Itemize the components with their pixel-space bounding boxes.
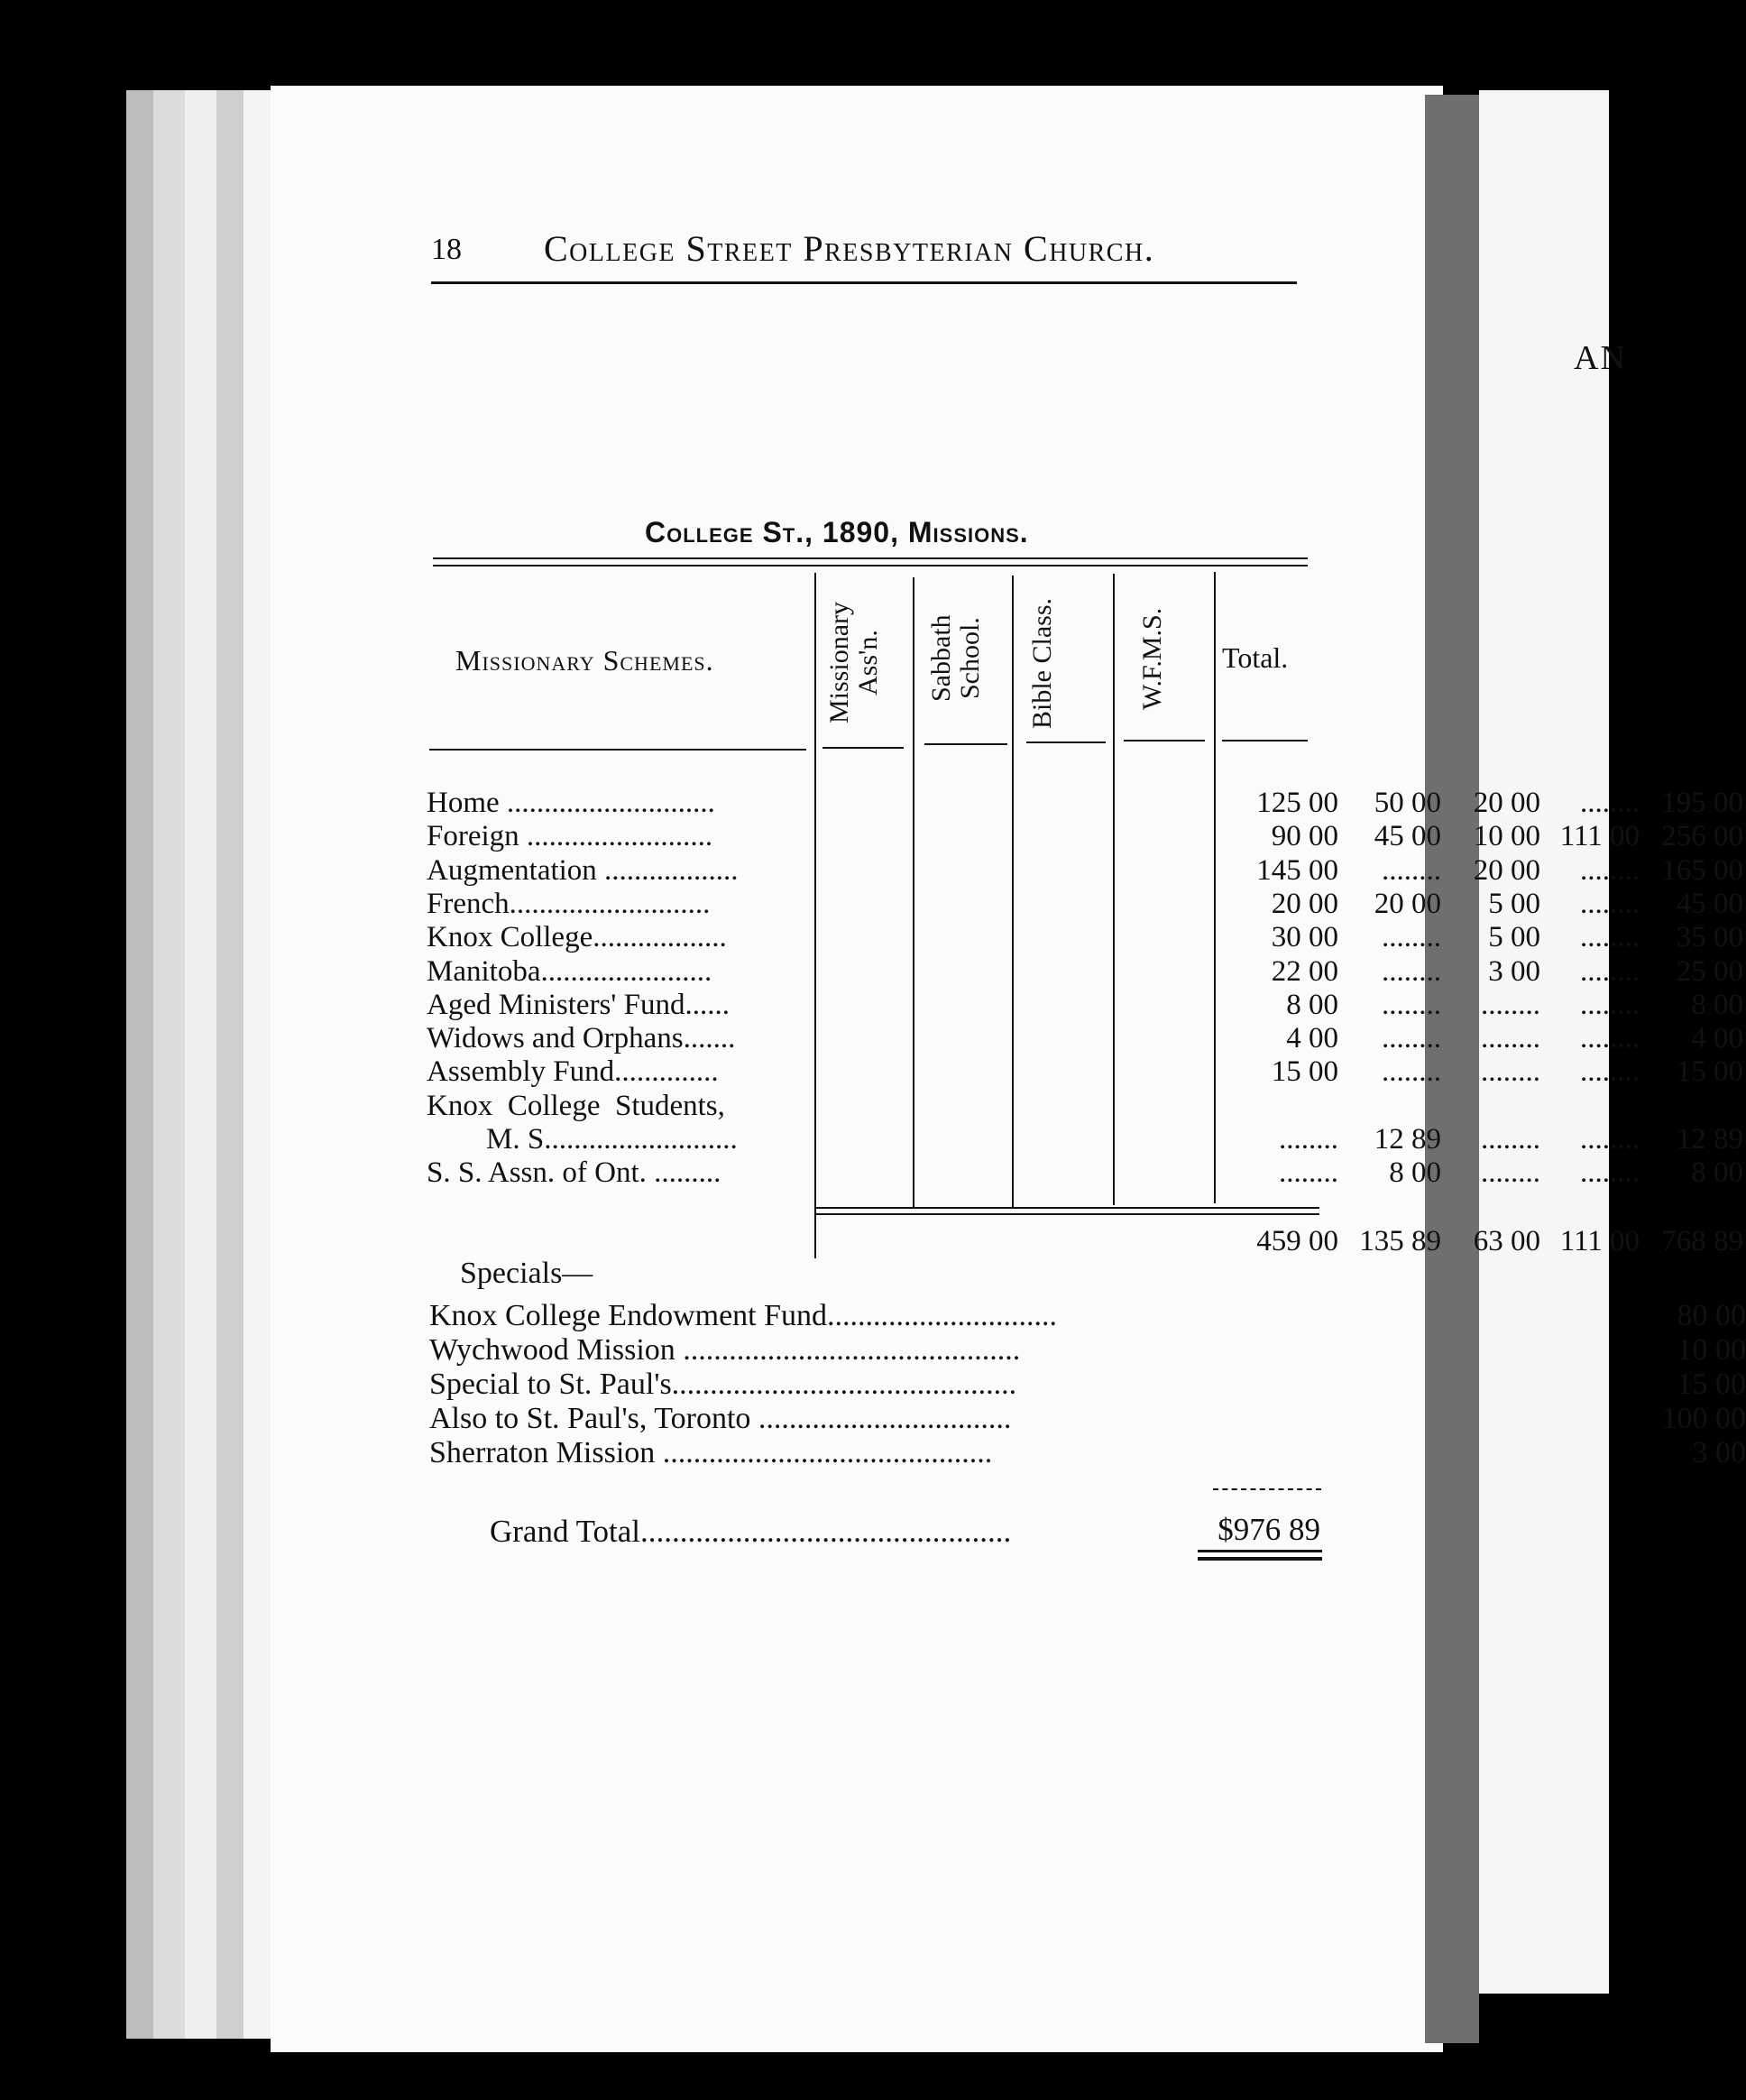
cell-c4: ........ xyxy=(1580,1123,1640,1156)
cell-c4: ........ xyxy=(1580,887,1640,920)
special-row xyxy=(429,1299,1746,1333)
row-label: Foreign ......................... xyxy=(427,820,713,853)
sum-rule xyxy=(814,1213,1319,1215)
cell-c1: 20 00 xyxy=(1271,887,1338,920)
total-overall: 768 89 xyxy=(1661,1225,1743,1257)
table-row xyxy=(427,1123,1743,1156)
cell-c5: 12 89 xyxy=(1676,1123,1743,1156)
column-heading-bible: Bible Class. xyxy=(1027,597,1057,729)
double-rule xyxy=(1198,1557,1322,1561)
table-row xyxy=(427,1090,1328,1123)
cell-c5: 8 00 xyxy=(1691,1156,1743,1190)
cell-c5: 256 00 xyxy=(1661,820,1743,853)
cell-c1: 8 00 xyxy=(1286,988,1338,1021)
cell-c2: 50 00 xyxy=(1374,787,1441,819)
cell-c1: ........ xyxy=(1279,1123,1338,1156)
cell-c2: ........ xyxy=(1382,1055,1441,1089)
totals-row xyxy=(427,1225,1743,1258)
row-label: Knox College Students, xyxy=(427,1089,725,1122)
cell-c4: ........ xyxy=(1580,988,1640,1021)
special-value: 15 00 xyxy=(1677,1368,1746,1401)
cell-c3: 10 00 xyxy=(1473,820,1540,853)
cell-c3: ........ xyxy=(1481,988,1540,1021)
special-row xyxy=(429,1333,1746,1368)
table-row xyxy=(427,1022,1743,1055)
cell-c4: ........ xyxy=(1580,1156,1640,1190)
cell-c2: ........ xyxy=(1382,988,1441,1021)
header-underline xyxy=(1124,740,1205,741)
cell-c5: 45 00 xyxy=(1676,887,1743,920)
table-row xyxy=(427,954,1743,989)
special-value: 3 00 xyxy=(1692,1436,1746,1469)
cell-c2: 45 00 xyxy=(1374,820,1441,853)
total-bible: 63 00 xyxy=(1473,1225,1540,1257)
grand-total-value: $976 89 xyxy=(1218,1512,1320,1547)
special-value: 10 00 xyxy=(1677,1333,1746,1367)
table-row xyxy=(427,921,1743,954)
cell-c3: ........ xyxy=(1481,1022,1540,1055)
header-underline xyxy=(1222,740,1308,741)
cell-c2: ........ xyxy=(1382,853,1441,887)
cell-c5: 165 00 xyxy=(1661,853,1743,887)
table-row xyxy=(427,1055,1743,1089)
row-label: Manitoba....................... xyxy=(427,954,712,988)
total-sabbath: 135 89 xyxy=(1359,1225,1441,1257)
cell-c5: 25 00 xyxy=(1676,954,1743,988)
header-underline xyxy=(924,743,1007,745)
cell-c1: 4 00 xyxy=(1286,1022,1338,1055)
cell-c5: 35 00 xyxy=(1676,921,1743,954)
cell-c5: 4 00 xyxy=(1691,1022,1743,1055)
table-row xyxy=(427,820,1743,853)
specials-heading: Specials— xyxy=(460,1257,593,1290)
cell-c1: 90 00 xyxy=(1271,820,1338,853)
header-underline xyxy=(1026,741,1106,743)
cell-c4: ........ xyxy=(1580,1055,1640,1089)
special-label: Sherraton Mission ........................................... xyxy=(429,1436,993,1469)
grand-total-label: Grand Total............................................... xyxy=(490,1514,1012,1549)
cell-c3: ........ xyxy=(1481,1055,1540,1089)
special-label: Wychwood Mission ............................................ xyxy=(429,1333,1021,1367)
grand-total-rule xyxy=(1213,1488,1321,1490)
cell-c1: 30 00 xyxy=(1271,921,1338,954)
row-label: French........................... xyxy=(427,887,711,920)
total-missionary: 459 00 xyxy=(1256,1225,1338,1257)
total-wfms: 111 00 xyxy=(1559,1225,1640,1257)
column-heading-missionary: Missionary Ass'n. xyxy=(824,602,883,724)
table-row xyxy=(427,853,1743,888)
special-row xyxy=(429,1436,1746,1470)
row-label: Augmentation .................. xyxy=(427,853,739,887)
row-label: Aged Ministers' Fund...... xyxy=(427,988,730,1021)
cell-c4: ........ xyxy=(1580,954,1640,988)
cell-c1: ........ xyxy=(1279,1156,1338,1190)
cell-c1: 22 00 xyxy=(1271,954,1338,988)
special-label: Special to St. Paul's............................................. xyxy=(429,1368,1017,1401)
cell-c3: 5 00 xyxy=(1488,921,1540,954)
cell-c2: ........ xyxy=(1382,921,1441,954)
table-title: College St., 1890, Missions. xyxy=(645,516,1029,548)
cell-c2: 20 00 xyxy=(1374,887,1441,920)
special-value: 100 00 xyxy=(1661,1402,1746,1435)
column-heading-schemes: Missionary Schemes. xyxy=(455,644,714,677)
cell-c3: ........ xyxy=(1481,1156,1540,1190)
special-value: 80 00 xyxy=(1677,1299,1746,1332)
header-rule xyxy=(431,281,1297,284)
column-heading-wfms: W.F.M.S. xyxy=(1137,607,1167,710)
column-heading-sabbath: Sabbath School. xyxy=(926,614,985,703)
cell-c1: 145 00 xyxy=(1256,853,1338,887)
cell-c3: 3 00 xyxy=(1488,954,1540,988)
table-top-rule xyxy=(433,557,1308,559)
row-label: S. S. Assn. of Ont. ......... xyxy=(427,1156,721,1190)
row-label: Home ............................ xyxy=(427,787,715,819)
cell-c4: ........ xyxy=(1580,1022,1640,1055)
special-row xyxy=(429,1402,1746,1436)
cell-c2: 8 00 xyxy=(1389,1156,1441,1190)
cell-c5: 195 00 xyxy=(1661,787,1743,819)
cell-c3: 20 00 xyxy=(1473,787,1540,819)
cell-c3: 20 00 xyxy=(1473,853,1540,887)
cell-c4: 111 00 xyxy=(1559,820,1640,853)
table-top-rule xyxy=(433,565,1308,566)
double-rule xyxy=(1198,1550,1322,1552)
cell-c4: ........ xyxy=(1580,787,1640,819)
facing-page-fragment: AN xyxy=(1574,339,1627,377)
table-row xyxy=(427,887,1743,921)
running-head: College Street Presbyterian Church. xyxy=(544,228,1155,269)
special-label: Knox College Endowment Fund.............................. xyxy=(429,1299,1058,1332)
cell-c5: 8 00 xyxy=(1691,988,1743,1021)
table-row xyxy=(427,1156,1743,1190)
row-label: Widows and Orphans....... xyxy=(427,1022,736,1055)
special-row xyxy=(429,1368,1746,1402)
cell-c1: 125 00 xyxy=(1256,787,1338,819)
row-label: Knox College.................. xyxy=(427,921,727,954)
cell-c2: ........ xyxy=(1382,1022,1441,1055)
cell-c5: 15 00 xyxy=(1676,1055,1743,1089)
cell-c3: ........ xyxy=(1481,1123,1540,1156)
row-label: Assembly Fund.............. xyxy=(427,1055,719,1089)
sum-rule xyxy=(814,1207,1319,1209)
table-row xyxy=(427,988,1743,1022)
row-label: M. S.......................... xyxy=(427,1123,738,1156)
special-label: Also to St. Paul's, Toronto ................................. xyxy=(429,1402,1012,1435)
cell-c4: ........ xyxy=(1580,853,1640,887)
cell-c4: ........ xyxy=(1580,921,1640,954)
page-number: 18 xyxy=(431,233,462,266)
table-row xyxy=(427,787,1743,820)
column-heading-total: Total. xyxy=(1222,641,1289,674)
cell-c2: 12 89 xyxy=(1374,1123,1441,1156)
cell-c1: 15 00 xyxy=(1271,1055,1338,1089)
cell-c3: 5 00 xyxy=(1488,887,1540,920)
cell-c2: ........ xyxy=(1382,954,1441,988)
header-underline xyxy=(429,749,806,751)
